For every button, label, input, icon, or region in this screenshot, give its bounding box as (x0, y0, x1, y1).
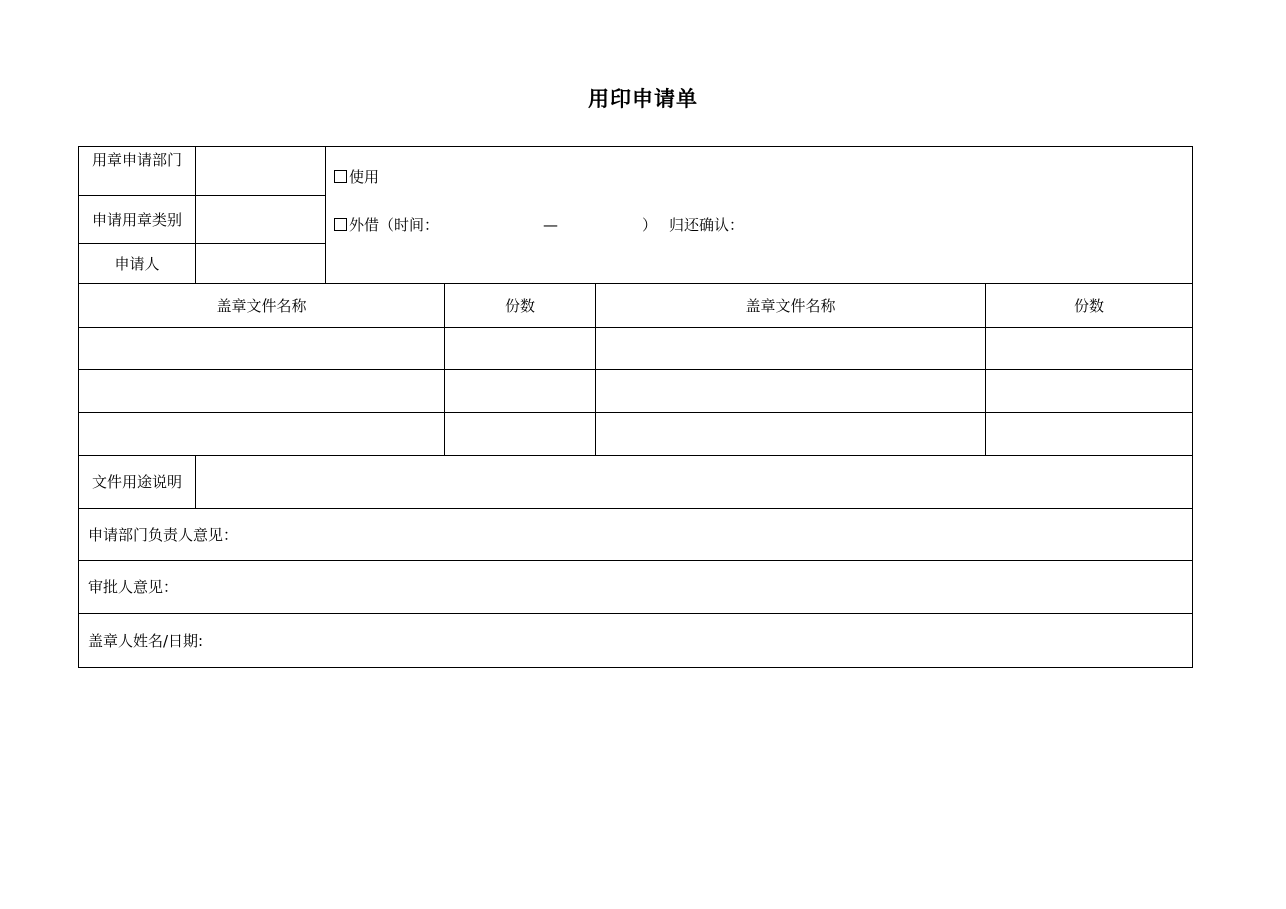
copies-cell[interactable] (986, 328, 1193, 370)
dept-head-opinion-row (79, 509, 1193, 561)
file-name-cell[interactable] (79, 413, 445, 456)
stamper-row (79, 614, 1193, 668)
dept-label: 用章申请部门 (79, 147, 196, 196)
category-input-cell[interactable] (196, 196, 326, 244)
copies-cell[interactable] (445, 328, 596, 370)
file-header-row (79, 284, 1193, 328)
return-confirm-label: 归还确认： (669, 216, 745, 234)
file-name-cell[interactable] (596, 370, 986, 413)
row-dept (79, 147, 1193, 196)
file-name-cell[interactable] (79, 370, 445, 413)
approver-opinion-label: 审批人意见： (88, 578, 179, 596)
file-row (79, 413, 1193, 456)
usage-options-cell (326, 147, 1193, 284)
dept-input-cell[interactable] (196, 147, 326, 196)
copies-cell[interactable] (986, 370, 1193, 413)
copies-header-2: 份数 (986, 284, 1193, 328)
use-option[interactable] (334, 167, 379, 187)
applicant-input-cell[interactable] (196, 244, 326, 284)
copies-header-1: 份数 (445, 284, 596, 328)
copies-cell[interactable] (445, 370, 596, 413)
form-title: 用印申请单 (588, 87, 698, 111)
category-label: 申请用章类别 (79, 196, 196, 244)
file-row (79, 370, 1193, 413)
stamper-name-date-label: 盖章人姓名/日期: (88, 631, 204, 650)
dept-head-opinion-cell[interactable] (79, 509, 1193, 561)
applicant-label: 申请人 (79, 244, 196, 284)
file-name-cell[interactable] (596, 328, 986, 370)
file-row (79, 328, 1193, 370)
use-label: 使用 (349, 168, 380, 186)
copies-cell[interactable] (445, 413, 596, 456)
copies-cell[interactable] (986, 413, 1193, 456)
approver-opinion-cell[interactable] (79, 561, 1193, 614)
file-name-header-1: 盖章文件名称 (79, 284, 445, 328)
file-name-cell[interactable] (79, 328, 445, 370)
file-name-header-2: 盖章文件名称 (596, 284, 986, 328)
purpose-row (79, 456, 1193, 509)
approver-opinion-row (79, 561, 1193, 614)
purpose-label: 文件用途说明 (79, 456, 196, 509)
borrow-checkbox[interactable] (334, 218, 347, 231)
borrow-label: 外借（时间： (349, 216, 440, 234)
borrow-option[interactable] (334, 215, 744, 235)
dept-head-opinion-label: 申请部门负责人意见： (88, 525, 239, 544)
purpose-input-cell[interactable] (196, 456, 1193, 509)
borrow-dash: — (543, 216, 559, 234)
stamper-cell[interactable] (79, 614, 1193, 668)
borrow-close-paren: ） (642, 216, 658, 234)
seal-application-form (78, 146, 1193, 668)
file-name-cell[interactable] (596, 413, 986, 456)
use-checkbox[interactable] (334, 170, 347, 183)
